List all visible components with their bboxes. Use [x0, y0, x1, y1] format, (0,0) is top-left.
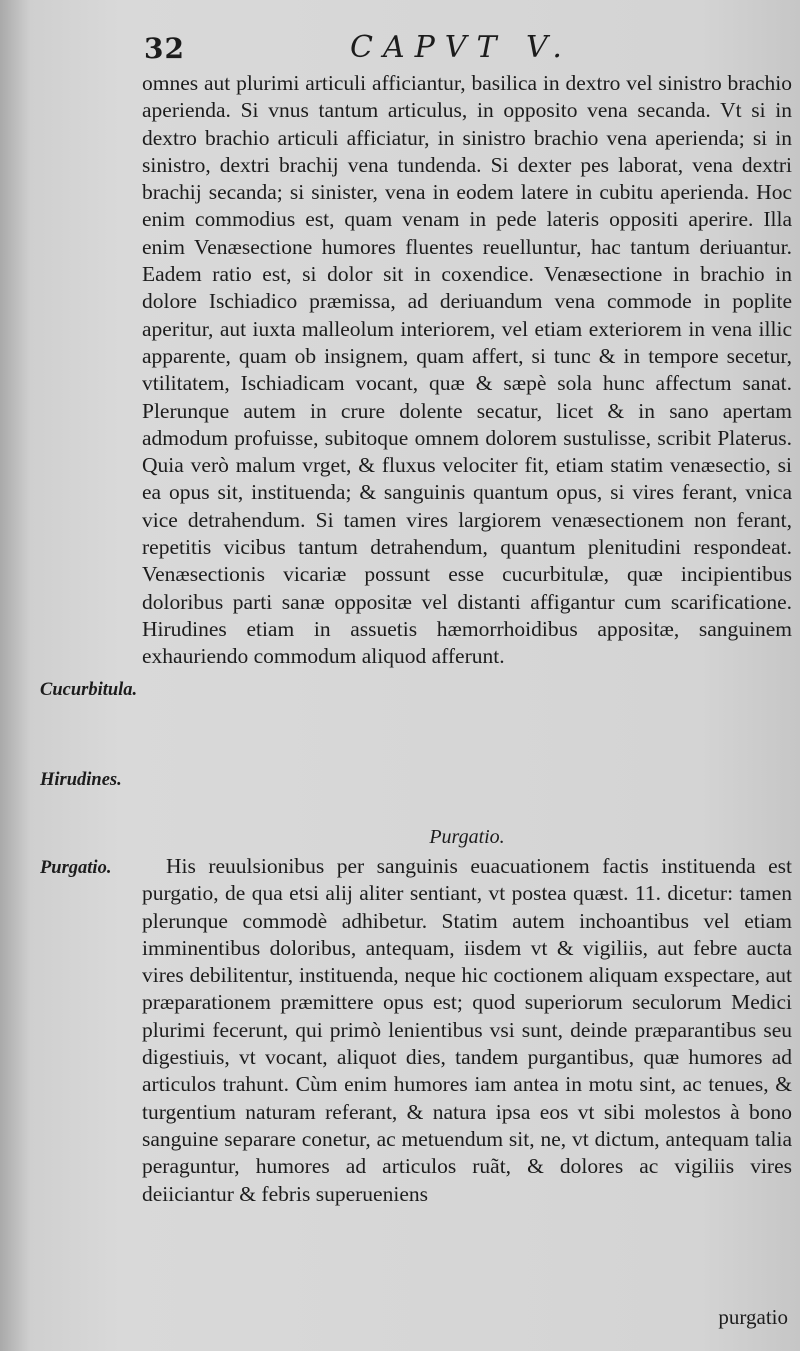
page-number: 32 [144, 32, 185, 65]
running-head [140, 28, 760, 72]
chapter-title: CAPVT V. [350, 30, 572, 65]
main-text-block-one [142, 70, 792, 671]
main-text-block-two [142, 853, 792, 1208]
paragraph: His reuulsionibus per sanguinis euacuationem factis instituenda est purgatio, de qua etsi alij aliter sentiant, vt postea quæst. 11. dicetur: tamen plerunque commodè adhibetur. Statim autem inchoantibus vel etiam imminentibus doloribus, antequam, iisdem vt & vigiliis, aut febre aucta vires debilitentur, instituenda, neque hic coctionem aliquam exspectare, aut præparationem præmittere opus est; quod superiorum seculorum Medici plurimi fecerunt, qui primò lenientibus vsi sunt, deinde præparantibus seu digestiuis, vt vocant, aliquot dies, tandem purgantibus, quæ humores ad articulos trahunt. Cùm enim humores iam antea in motu sint, ac tenues, & turgentium naturam referant, & natura ipsa eos vt sibi molestos à bono sanguine separare conetur, ac metuendum sit, ne, vt dictum, antequam talia peraguntur, humores ad articulos ruãt, & dolores ac vigiliis vires deiiciantur & febris superueniens [142, 854, 792, 1206]
catchword: purgatio [718, 1305, 788, 1329]
margin-note-hirudines: Hirudines. [40, 770, 122, 790]
section-heading: Purgatio. [429, 826, 505, 848]
margin-note-purgatio: Purgatio. [40, 858, 112, 878]
margin-note-cucurbitula: Cucurbitula. [40, 680, 138, 700]
paragraph: omnes aut plurimi articuli afficiantur, basilica in dextro vel sinistro brachio aperienda. Si vnus tantum articulus, in opposito vena secanda. Vt si in dextro brachio articuli afficiatur, in sinistro brachio vena aperienda; si in sinistro, dextri brachij vena tundenda. Si dexter pes laborat, vena dextri brachij secanda; si sinister, vena in eodem latere in cubitu aperienda. Hoc enim commodius est, quam venam in pede lateris oppositi aperire. Illa enim Venæsectione humores fluentes reuelluntur, hac tantum deriuantur. Eadem ratio est, si dolor sit in coxendice. Venæsectione in brachio in dolore Ischiadico præmissa, ad deriuandum vena commode in poplite aperitur, aut iuxta malleolum interiorem, vel etiam exteriorem in vena illic apparente, quam ob insignem, quam affert, si tunc & in tempore secetur, vtilitatem, Ischiadicam vocant, quæ & sæpè sola hunc affectum sanat. Plerunque autem in crure dolente secatur, licet & in sano apertam admodum profuisse, subitoque omnem dolorem sustulisse, scribit Platerus. Quia verò malum vrget, & fluxus velociter fit, etiam statim venæsectio, si ea opus sit, instituenda; & sanguinis quantum opus, si vires ferant, vnica vice detrahendum. Si tamen vires largiorem venæsectionem non ferant, repetitis vicibus tantum detrahendum, quantum plenitudini respondeat. Venæsectionis vicariæ possunt esse cucurbitulæ, quæ incipientibus doloribus parti sanæ oppositæ vel distanti affigantur cum scarificatione. Hirudines etiam in assuetis hæmorrhoidibus appositæ, sanguinem exhauriendo commodum aliquod afferunt. [142, 71, 792, 669]
